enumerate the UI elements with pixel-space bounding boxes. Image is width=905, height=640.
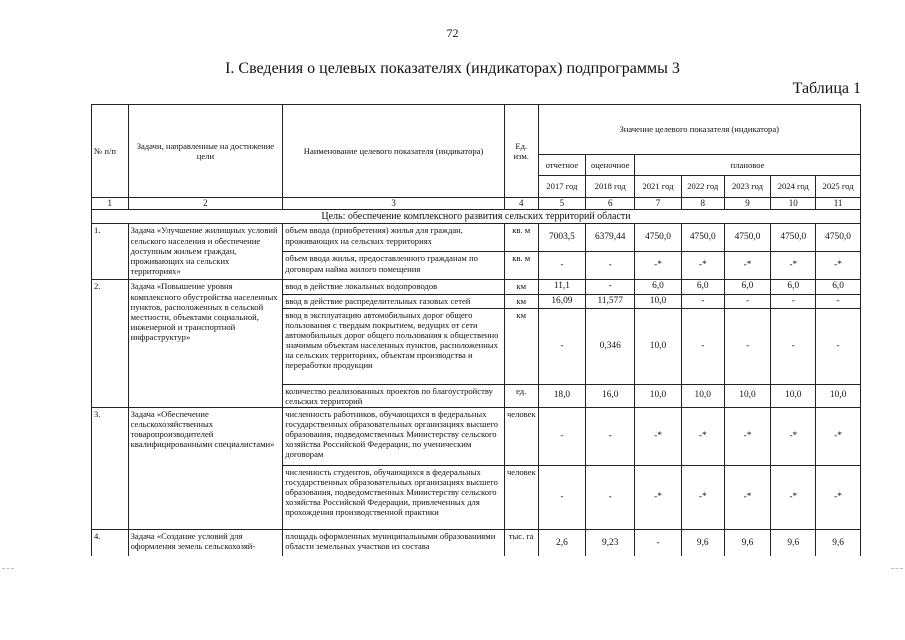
indicator-value: -: [816, 308, 861, 384]
indicator-value: 6379,44: [586, 224, 635, 252]
indicator-value: -*: [771, 252, 816, 280]
indicator-name: ввод в эксплуатацию автомобильных дорог общего пользования с твердым покрытием, ведущих от сети автомобильных дорог общего пользования к общественно значимым объектам населенных пунктов, расположенных на сельских территориях, объектам производства и переработки продукции: [283, 308, 505, 384]
indicator-value: 4750,0: [724, 224, 771, 252]
table-label: Таблица 1: [792, 80, 861, 97]
indicator-value: 10,0: [635, 384, 682, 407]
indicator-value: 6,0: [724, 280, 771, 294]
indicator-value: -: [816, 294, 861, 308]
indicator-unit: км: [504, 308, 538, 384]
document-title: I. Сведения о целевых показателях (индикаторах) подпрограммы 3: [225, 60, 680, 77]
indicator-value: 9,23: [586, 529, 635, 556]
indicator-value: 16,09: [538, 294, 586, 308]
header-year: 2021 год: [635, 176, 682, 198]
indicator-value: -: [538, 308, 586, 384]
table-row: [92, 280, 861, 294]
column-number: 10: [771, 198, 816, 210]
indicator-value: -: [586, 407, 635, 465]
header-task: Задачи, направленные на достижение цели: [128, 105, 283, 198]
table-row: [92, 224, 861, 252]
table-row: [92, 407, 861, 465]
goal-row: Цель: обеспечение комплексного развития сельских территорий области: [92, 209, 861, 224]
indicator-value: -*: [724, 407, 771, 465]
indicator-value: 11,577: [586, 294, 635, 308]
indicator-value: 16,0: [586, 384, 635, 407]
indicator-name: объем ввода (приобретения) жилья для граждан, проживающих на сельских территориях: [283, 224, 505, 252]
header-num: № п/п: [92, 105, 129, 198]
header-year: 2024 год: [771, 176, 816, 198]
indicator-value: 18,0: [538, 384, 586, 407]
indicator-name: численность работников, обучающихся в федеральных государственных образовательных организациях высшего образования, подведомственных Министерству сельского хозяйства Российской Федерации, по ученическим договорам: [283, 407, 505, 465]
header-value: Значение целевого показателя (индикатора): [538, 105, 861, 155]
indicator-name: численность студентов, обучающихся в федеральных государственных образовательных организациях высшего образования, подведомственных Министерству сельского хозяйства Российской Федерации, привлеченных для прохождения производственной практики: [283, 465, 505, 529]
task-number: 4.: [92, 529, 129, 556]
indicator-value: 7003,5: [538, 224, 586, 252]
column-number: 8: [681, 198, 724, 210]
indicator-name: ввод в действие распределительных газовых сетей: [283, 294, 505, 308]
indicator-value: 6,0: [771, 280, 816, 294]
indicator-value: -: [538, 252, 586, 280]
column-number: 7: [635, 198, 682, 210]
indicator-unit: человек: [504, 407, 538, 465]
indicator-value: -: [538, 465, 586, 529]
column-number: 11: [816, 198, 861, 210]
indicator-value: -: [771, 294, 816, 308]
indicator-unit: км: [504, 280, 538, 294]
column-number: 2: [128, 198, 283, 210]
column-number: 3: [283, 198, 505, 210]
indicator-value: 4750,0: [681, 224, 724, 252]
indicator-name: количество реализованных проектов по благоустройству сельских территорий: [283, 384, 505, 407]
indicator-value: 10,0: [635, 308, 682, 384]
indicator-unit: кв. м: [504, 252, 538, 280]
task-number: 2.: [92, 280, 129, 407]
task-name: Задача «Обеспечение сельскохозяйственных товаропроизводителей квалифицированными специалистами»: [128, 407, 283, 529]
header-year: 2022 год: [681, 176, 724, 198]
indicator-name: площадь оформленных муниципальными образованиями области земельных участков из состава: [283, 529, 505, 556]
indicator-value: 4750,0: [635, 224, 682, 252]
task-name: Задача «Улучшение жилищных условий сельского населения и обеспечение доступным жильем граждан, проживающих на сельских территориях»: [128, 224, 283, 280]
indicator-value: -*: [635, 407, 682, 465]
table-row: [92, 529, 861, 556]
indicator-value: -: [635, 529, 682, 556]
indicator-value: 10,0: [771, 384, 816, 407]
indicator-value: 11,1: [538, 280, 586, 294]
indicator-value: -*: [771, 407, 816, 465]
indicator-name: ввод в действие локальных водопроводов: [283, 280, 505, 294]
indicator-value: 10,0: [635, 294, 682, 308]
task-name: Задача «Создание условий для оформления земель сельскохозяй-: [128, 529, 283, 556]
indicator-value: -*: [681, 465, 724, 529]
indicator-value: -: [586, 252, 635, 280]
header-reported: отчетное: [538, 155, 586, 176]
indicator-value: 2,6: [538, 529, 586, 556]
indicator-value: 4750,0: [771, 224, 816, 252]
indicator-unit: ед.: [504, 384, 538, 407]
header-year: 2017 год: [538, 176, 586, 198]
indicator-value: -*: [724, 252, 771, 280]
indicator-value: -*: [681, 407, 724, 465]
column-number: 5: [538, 198, 586, 210]
indicator-value: -*: [724, 465, 771, 529]
indicator-value: -: [586, 280, 635, 294]
indicator-unit: человек: [504, 465, 538, 529]
indicator-unit: тыс. га: [504, 529, 538, 556]
indicator-value: 9,6: [724, 529, 771, 556]
indicator-value: -: [724, 294, 771, 308]
indicator-value: 6,0: [816, 280, 861, 294]
indicator-value: -: [538, 407, 586, 465]
indicator-value: 9,6: [816, 529, 861, 556]
indicator-value: 10,0: [816, 384, 861, 407]
indicator-name: объем ввода жилья, предоставленного гражданам по договорам найма жилого помещения: [283, 252, 505, 280]
column-number: 4: [504, 198, 538, 210]
page-edge-mark: [891, 568, 903, 569]
task-number: 3.: [92, 407, 129, 529]
header-planned: плановое: [635, 155, 861, 176]
indicator-value: 4750,0: [816, 224, 861, 252]
page-number: 72: [446, 26, 459, 40]
indicator-value: 9,6: [771, 529, 816, 556]
header-year: 2018 год: [586, 176, 635, 198]
indicator-value: -*: [816, 252, 861, 280]
indicator-value: -: [681, 294, 724, 308]
indicator-value: -*: [635, 465, 682, 529]
indicators-table: [91, 104, 861, 556]
indicator-value: 10,0: [681, 384, 724, 407]
indicator-value: -*: [681, 252, 724, 280]
indicator-value: -: [681, 308, 724, 384]
indicator-value: -: [771, 308, 816, 384]
indicator-unit: кв. м: [504, 224, 538, 252]
header-year: 2023 год: [724, 176, 771, 198]
indicator-value: -: [724, 308, 771, 384]
column-number: 1: [92, 198, 129, 210]
indicator-value: -: [586, 465, 635, 529]
indicator-value: 0,346: [586, 308, 635, 384]
indicator-value: -*: [816, 407, 861, 465]
indicator-value: 6,0: [681, 280, 724, 294]
header-estimated: оценочное: [586, 155, 635, 176]
indicator-value: -*: [771, 465, 816, 529]
indicator-value: -*: [816, 465, 861, 529]
task-name: Задача «Повышение уровня комплексного обустройства населенных пунктов, расположенных в сельской местности, объектами социальной, инженерной и транспортной инфраструктур»: [128, 280, 283, 407]
header-indicator: Наименование целевого показателя (индикатора): [283, 105, 505, 198]
header-year: 2025 год: [816, 176, 861, 198]
column-number: 6: [586, 198, 635, 210]
column-number: 9: [724, 198, 771, 210]
indicator-value: 9,6: [681, 529, 724, 556]
indicator-value: 6,0: [635, 280, 682, 294]
indicator-value: -*: [635, 252, 682, 280]
indicator-value: 10,0: [724, 384, 771, 407]
indicator-unit: км: [504, 294, 538, 308]
header-unit: Ед. изм.: [504, 105, 538, 198]
page-edge-mark: [2, 568, 14, 569]
task-number: 1.: [92, 224, 129, 280]
